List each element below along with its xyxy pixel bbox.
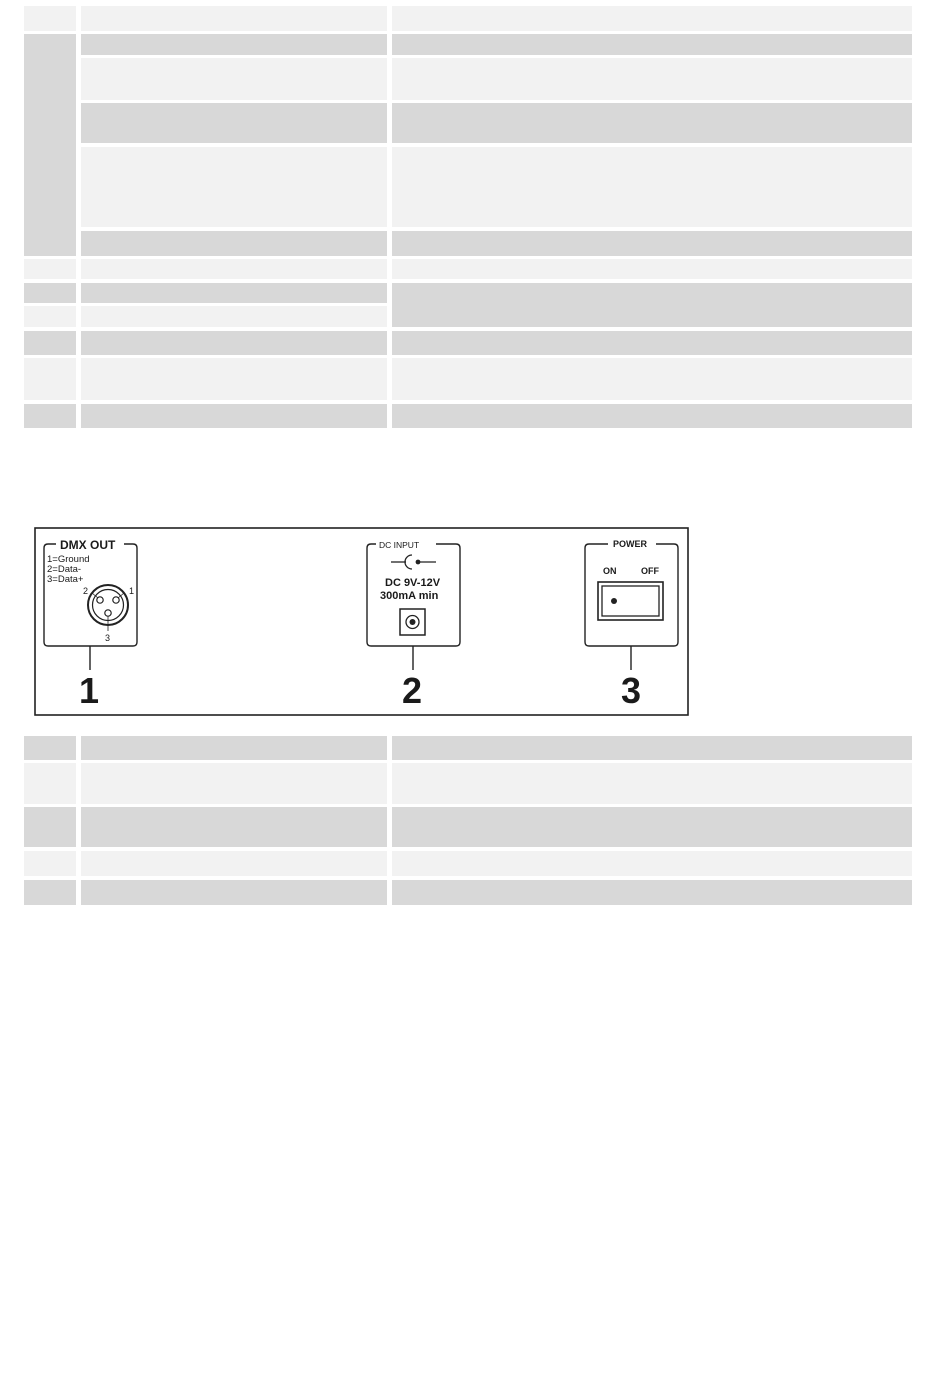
- xlr-pin-number-1: 1: [129, 586, 135, 596]
- table-cell: [392, 283, 912, 327]
- table-cell: [24, 6, 76, 31]
- table-cell: [81, 880, 387, 905]
- dc-current-label: 300mA min: [380, 590, 439, 602]
- table-cell: [81, 736, 387, 760]
- table-cell: [24, 331, 76, 355]
- table-cell: [81, 331, 387, 355]
- table-cell: [24, 358, 76, 400]
- table-cell: [81, 231, 387, 256]
- table-cell: [24, 34, 76, 256]
- table-cell: [81, 404, 387, 428]
- table-cell: [81, 807, 387, 847]
- dc-input-title: DC INPUT: [379, 540, 420, 550]
- table-cell: [24, 736, 76, 760]
- dmx-pin1-label: 1=Ground: [47, 554, 90, 565]
- table-cell: [24, 880, 76, 905]
- callout-number-1: 1: [79, 670, 100, 711]
- table-cell: [392, 763, 912, 804]
- table-cell: [392, 851, 912, 876]
- table-cell: [392, 331, 912, 355]
- callout-number-2: 2: [402, 670, 423, 711]
- xlr-pin-number-2: 2: [83, 586, 89, 596]
- table-cell: [81, 851, 387, 876]
- table-cell: [392, 103, 912, 143]
- dmx-out-title: DMX OUT: [60, 538, 116, 552]
- power-title: POWER: [613, 539, 648, 549]
- rear-panel-diagram: [34, 527, 689, 716]
- table-cell: [81, 58, 387, 100]
- table-cell: [81, 283, 387, 303]
- dmx-pin3-label: 3=Data+: [47, 574, 84, 585]
- table-cell: [24, 763, 76, 804]
- table-cell: [24, 404, 76, 428]
- dmx-pin2-label: 2=Data-: [47, 564, 82, 575]
- table-cell: [392, 34, 912, 55]
- table-cell: [392, 231, 912, 256]
- table-cell: [81, 306, 387, 327]
- table-cell: [392, 147, 912, 227]
- table-cell: [392, 6, 912, 31]
- dc-jack-icon: [400, 609, 425, 635]
- table-cell: [24, 851, 76, 876]
- table-cell: [392, 58, 912, 100]
- table-cell: [392, 259, 912, 279]
- table-cell: [392, 358, 912, 400]
- table-cell: [24, 306, 76, 327]
- dc-voltage-label: DC 9V-12V: [385, 577, 441, 589]
- table-cell: [81, 147, 387, 227]
- table-cell: [392, 880, 912, 905]
- callout-number-3: 3: [621, 670, 642, 711]
- table-cell: [81, 103, 387, 143]
- power-switch-icon: [598, 582, 663, 620]
- power-off-label: OFF: [641, 566, 659, 576]
- table-cell: [81, 259, 387, 279]
- table-cell: [24, 259, 76, 279]
- table-cell: [81, 763, 387, 804]
- table-cell: [81, 6, 387, 31]
- table-cell: [392, 736, 912, 760]
- table-cell: [392, 404, 912, 428]
- xlr-pin-number-3: 3: [105, 633, 111, 643]
- table-cell: [81, 34, 387, 55]
- table-cell: [81, 358, 387, 400]
- table-cell: [24, 807, 76, 847]
- power-on-label: ON: [603, 566, 617, 576]
- table-cell: [392, 807, 912, 847]
- table-cell: [24, 283, 76, 303]
